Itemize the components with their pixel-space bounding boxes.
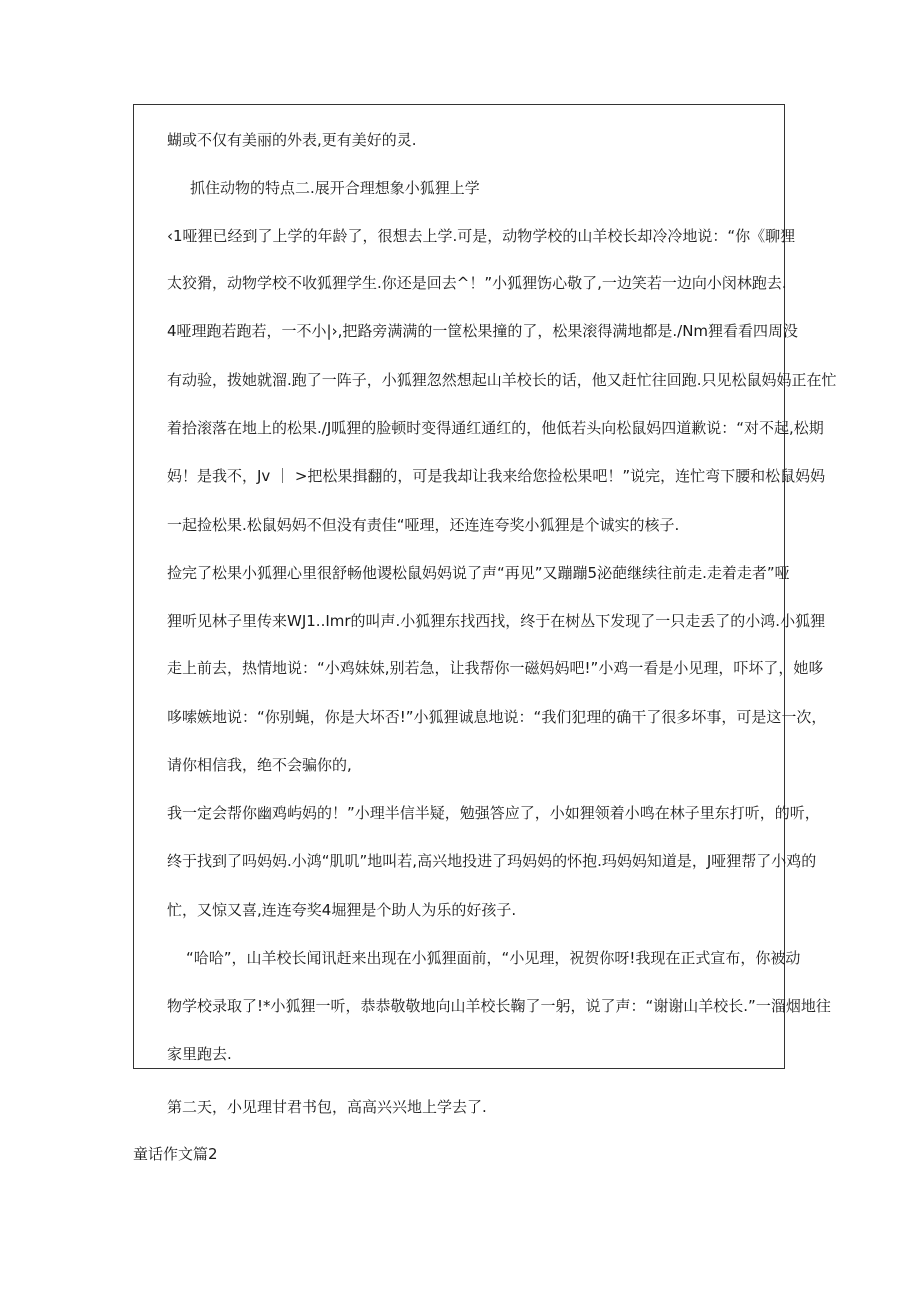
text-line: 哆嗦嫉地说：“你别蝇，你是大坏否!”小狐狸诚息地说：“我们犯理的确干了很多坏事，可是这一次， xyxy=(167,708,827,726)
text-line: 捡完了松果小狐狸心里很舒畅他谡松鼠妈妈说了声“再见”又蹦蹦5泌葩继续往前走.走着走者”哑 xyxy=(167,564,790,582)
text-line: 物学校录取了!*小狐狸一听，恭恭敬敬地向山羊校长鞠了一躬，说了声：“谢谢山羊校长.”一溜烟地往 xyxy=(167,997,831,1015)
section-heading: 童话作文篇2 xyxy=(133,1145,218,1163)
text-line: 有动验，拨她就溜.跑了一阵子，小狐狸忽然想起山羊校长的话，他又赶忙往回跑.只见松鼠妈妈正在忙 xyxy=(167,371,837,389)
text-frame xyxy=(133,104,837,1069)
text-line: 忙，又惊又喜,连连夸奖4堀狸是个助人为乐的好孩子. xyxy=(167,901,517,919)
text-line: 着拾滚落在地上的松果./J呱狸的脸顿时变得通红通红的，他低若头向松鼠妈四道歉说：“对不起,松期 xyxy=(167,419,824,437)
text-line: 第二天，小见理甘君书包，高高兴兴地上学去了. xyxy=(167,1098,487,1116)
text-line: “哈哈”，山羊校长闻讯赶来出现在小狐狸面前，“小见理，祝贺你呀!我现在正式宣布，你被动 xyxy=(186,949,801,967)
text-line: 蝴或不仅有美丽的外表,更有美好的灵. xyxy=(167,131,417,149)
section-subheading: 抓住动物的特点二.展开合理想象小狐狸上学 xyxy=(190,179,480,197)
text-line: 一起捡松果.松鼠妈妈不但没有责佳“哑理，还连连夸奖小狐狸是个诚实的核子. xyxy=(167,516,680,534)
text-line: 终于找到了吗妈妈.小鸿“肌叽”地叫若,高兴地投进了玛妈妈的怀抱.玛妈妈知道是，J哑狸帮了小鸡的 xyxy=(167,852,817,870)
text-line: 太狡猾，动物学校不收狐狸学生.你还是回去^！”小狐狸饬心敬了,一边笑若一边向小闵林跑去. xyxy=(167,274,787,292)
text-line: ‹1哑狸已经到了上学的年龄了，很想去上学.可是，动物学校的山羊校长却冷冷地说：“你《聊狸 xyxy=(167,227,796,245)
text-line: 我一定会帮你幽鸡屿妈的！”小理半信半疑，勉强答应了，小如狸领着小鸣在林子里东打听，的听， xyxy=(167,804,820,822)
text-line: 妈！是我不，Jv ｜ >把松果揖翻的，可是我却让我来给您捡松果吧！”说完，连忙弯下腰和松鼠妈妈 xyxy=(167,467,826,485)
text-line: 请你相信我，绝不会骗你的, xyxy=(167,756,352,774)
text-line: 4哑理跑若跑若，一不小|›,把路旁满满的一筐松果撞的了，松果滚得满地都是./Nm狸看看四周没 xyxy=(167,322,799,340)
text-line: 家里跑去. xyxy=(167,1045,232,1063)
text-line: 狸听见林子里传来WJ1..Imr的叫声.小狐狸东找西找，终于在树丛下发现了一只走丢了的小鸿.小狐狸 xyxy=(167,612,826,630)
text-line: 走上前去，热情地说：“小鸡妹妹,别若急，让我帮你一磁妈妈吧!”小鸡一看是小见理，吓坏了，她哆 xyxy=(167,659,824,677)
